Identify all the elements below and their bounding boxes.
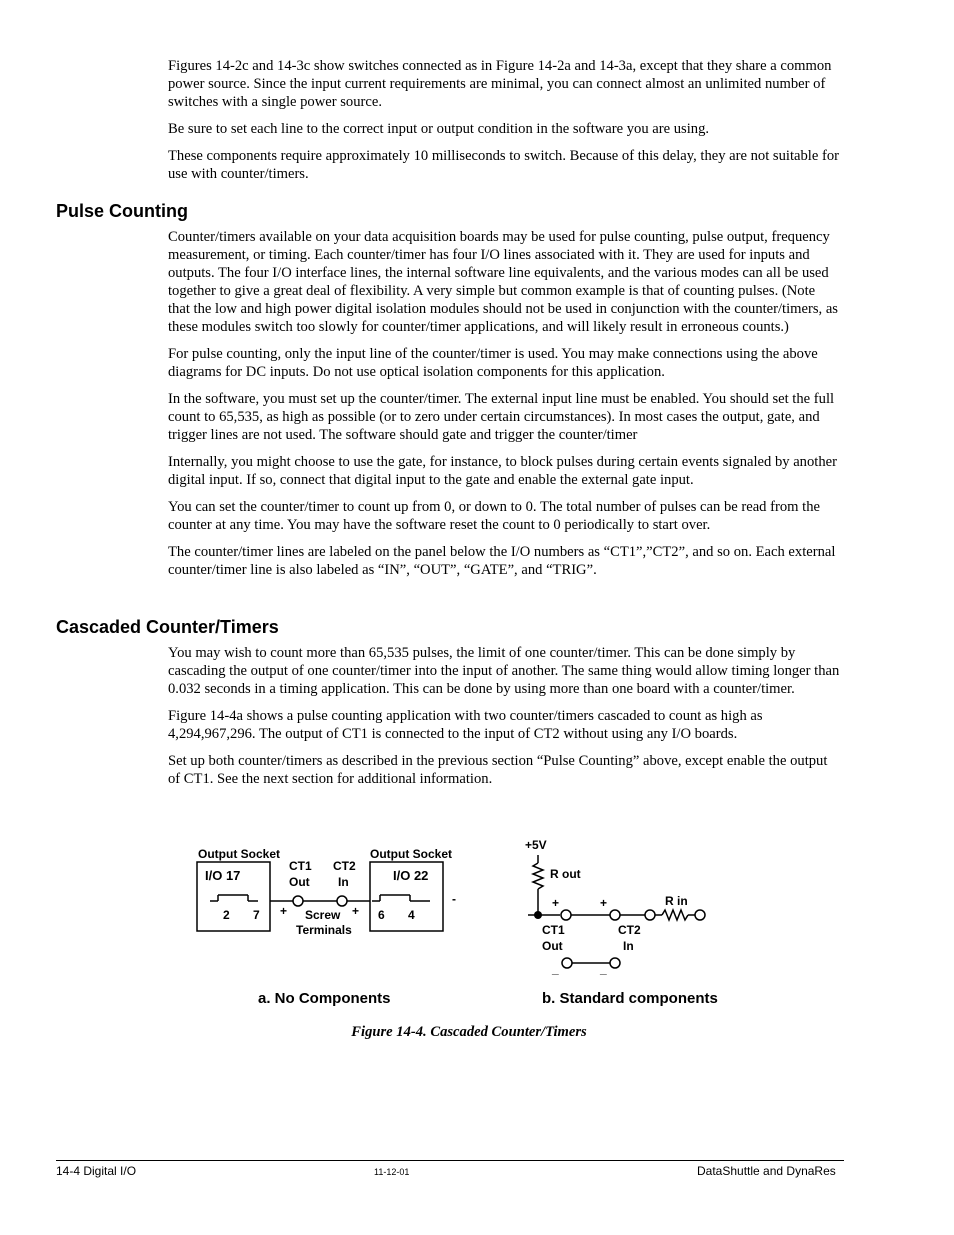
pulse-paragraph-3: In the software, you must set up the counter/timer. The external input line must be enabled. You should set the full count to 65,535, as high as possible (or to zero under certain circumstances). In most cases the output, gate, and trigger lines are not used. The software should gate and trigger the counter/timer	[168, 391, 835, 443]
pin-left-2: 7	[253, 908, 260, 922]
supply-label: +5V	[525, 838, 547, 852]
minus-a: -	[452, 892, 456, 906]
footer-divider	[56, 1160, 844, 1161]
terminal-ct2-in-b	[610, 910, 620, 920]
terminal-ct1-out	[293, 896, 303, 906]
pulse-paragraph-4: Internally, you might choose to use the gate, for instance, to block pulses during certain events signaled by another digital input. If so, connect that digital input to the gate and enable the external gate input.	[168, 454, 837, 488]
footer-left: 14-4 Digital I/O	[56, 1164, 137, 1178]
pulse-paragraph-6: The counter/timer lines are labeled on the panel below the I/O numbers as “CT1”,”CT2”, and so on. Each external counter/timer line is also labeled as “IN”, “OUT”, “GATE”, and “TRIG”.	[168, 544, 836, 578]
intro-paragraph-1: Figures 14-2c and 14-3c show switches connected as in Figure 14-2a and 14-3a, except that they share a common power source. Since the input current requirements are minimal, you can connect almost an unlimited number of switches with a single power source.	[168, 58, 832, 110]
cascaded-counter-figure	[190, 833, 720, 1013]
pulse-counting-heading: Pulse Counting	[56, 201, 188, 221]
terminal-r-in-right	[695, 910, 705, 920]
figure-panel-a	[197, 847, 456, 1007]
r-out-label: R out	[550, 867, 581, 881]
cascaded-heading: Cascaded Counter/Timers	[56, 617, 279, 637]
terminal-ct2-in	[337, 896, 347, 906]
terminal-r-in-left	[645, 910, 655, 920]
intro-paragraph-2: Be sure to set each line to the correct input or output condition in the software you are using.	[168, 121, 710, 137]
pulse-paragraph-2: For pulse counting, only the input line of the counter/timer is used. You may make connections using the above diagrams for DC inputs. Do not use optical isolation components for this application.	[168, 346, 818, 380]
pulse-paragraph-1: Counter/timers available on your data acquisition boards may be used for pulse counting, pulse output, frequency measurement, or timing. Each counter/timer has four I/O lines associated with it. They are used for inputs and outputs. The four I/O interface lines, the internal software line equivalents, and the various modes can all be used together to give a great deal of flexibility. A very simple but common example is that of counting pulses. (Note that the low and high power digital isolation modules should not be used in conjunction with the counter/timers, as these modules switch too slowly for counter/timer applications, and will likely result in erroneous counts.)	[168, 229, 838, 335]
panel-b-caption: b. Standard components	[542, 990, 718, 1007]
junction-dot	[534, 911, 542, 919]
pin-right-1: 6	[378, 908, 385, 922]
r-in-label: R in	[665, 894, 688, 908]
figure-caption	[0, 1024, 954, 1041]
ct1-label-a: CT1	[289, 859, 312, 873]
minus-ct1-b: _	[552, 962, 559, 976]
intro-paragraph-3: These components require approximately 10 milliseconds to switch. Because of this delay, they are not suitable for use with counter/timers.	[168, 148, 839, 182]
footer-right: DataShuttle and DynaRes	[697, 1164, 836, 1178]
ct1-label-b: CT1	[542, 923, 565, 937]
socket-right-io: I/O 22	[393, 868, 429, 883]
terminal-ct2-minus	[610, 958, 620, 968]
cascade-paragraph-3: Set up both counter/timers as described in the previous section “Pulse Counting” above, except enable the output of CT1. See the next section for additional information.	[168, 753, 828, 787]
terminal-ct1-minus	[562, 958, 572, 968]
pin-left-1: 2	[223, 908, 230, 922]
minus-ct2-b: _	[600, 962, 607, 976]
ct1-out-label-a: Out	[289, 875, 310, 889]
cascade-paragraph-1: You may wish to count more than 65,535 pulses, the limit of one counter/timer. This can be done simply by cascading the output of one counter/timer into the input of another. The same thing would allow timing longer than 0.032 seconds in a timing application. This can be done by using more than one board with a counter/timer.	[168, 645, 840, 697]
panel-a-caption: a. No Components	[258, 990, 391, 1007]
socket-right-title: Output Socket	[370, 847, 453, 861]
plus-ct1-b: +	[552, 896, 560, 910]
r-out-resistor-icon	[533, 863, 543, 889]
pin-right-2: 4	[408, 908, 415, 922]
socket-left-title: Output Socket	[198, 847, 281, 861]
terminal-ct1-out-b	[561, 910, 571, 920]
screw-label: Screw	[305, 908, 341, 922]
socket-left-io: I/O 17	[205, 868, 241, 883]
ct2-in-label-b: In	[623, 939, 634, 953]
figure-caption-text: Figure 14-4. Cascaded Counter/Timers	[351, 1024, 587, 1040]
figure-panel-b	[525, 838, 718, 1007]
ct1-out-label-b: Out	[542, 939, 563, 953]
terminals-label: Terminals	[296, 923, 352, 937]
ct2-label-a: CT2	[333, 859, 356, 873]
pulse-paragraph-5: You can set the counter/timer to count up from 0, or down to 0. The total number of pulses can be read from the counter at any time. You may have the software reset the count to 0 periodically to start over.	[168, 499, 820, 533]
pulse-counting-section	[168, 228, 840, 588]
r-in-resistor-icon	[662, 910, 688, 920]
cascade-paragraph-2: Figure 14-4a shows a pulse counting application with two counter/timers cascaded to count as high as 4,294,967,296. The output of CT1 is connected to the input of CT2 without using any I/O boards.	[168, 708, 763, 742]
plus-right-a: +	[352, 904, 360, 918]
footer-center: 11-12-01	[374, 1167, 410, 1177]
cascaded-section	[168, 644, 840, 797]
ct2-label-b: CT2	[618, 923, 641, 937]
intro-section	[168, 57, 840, 192]
ct2-in-label-a: In	[338, 875, 349, 889]
plus-ct2-b: +	[600, 896, 608, 910]
plus-left-a: +	[280, 904, 288, 918]
